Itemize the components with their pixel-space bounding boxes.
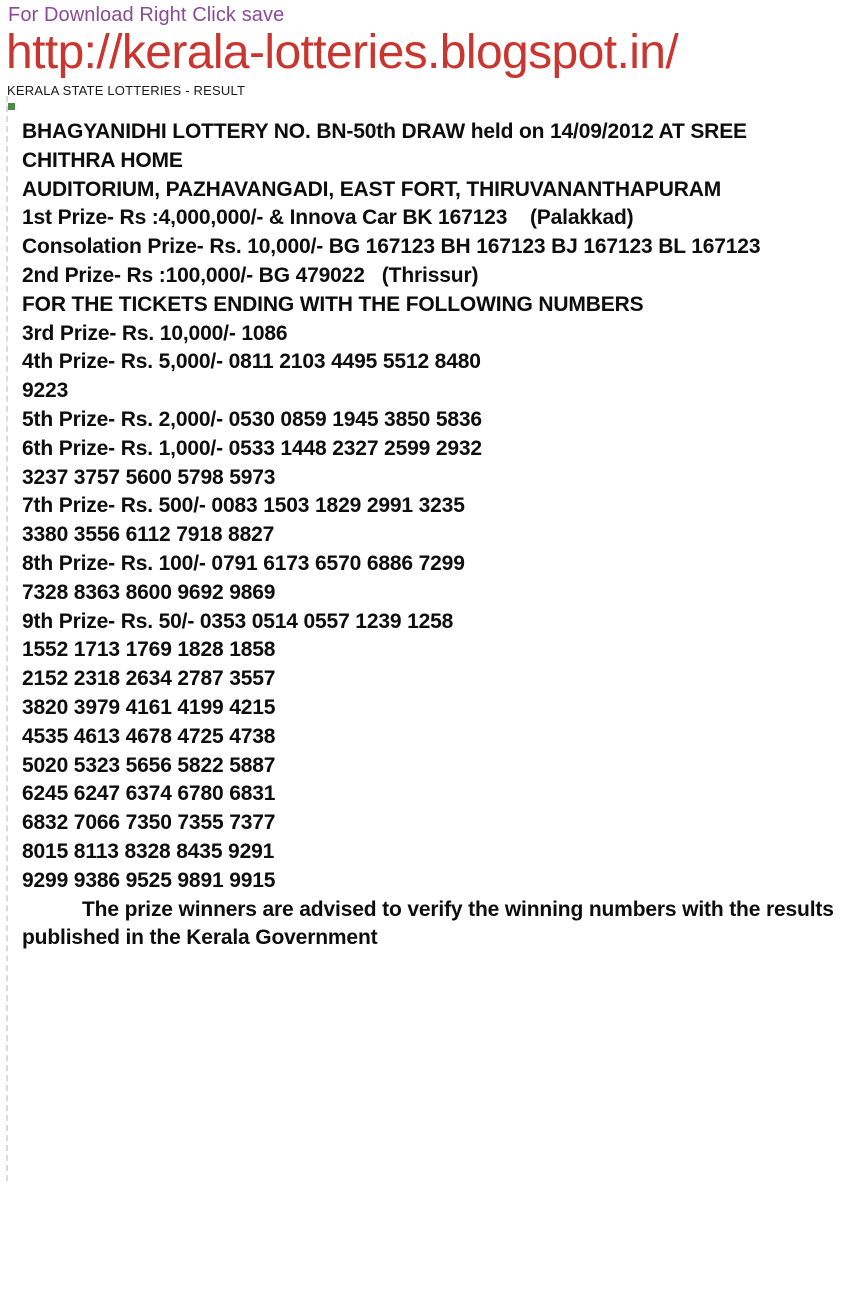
result-line: AUDITORIUM, PAZHAVANGADI, EAST FORT, THIRUVANANTHAPURAM [22,177,722,201]
result-document-body [0,118,851,953]
verification-footnote: The prize winners are advised to verify the winning numbers with the results published in the Kerala Government [22,897,834,950]
result-line: 1552 1713 1769 1828 1858 [22,638,276,662]
result-line: 5020 5323 5656 5822 5887 [22,753,276,777]
result-line: BHAGYANIDHI LOTTERY NO. BN-50th DRAW held on 14/09/2012 AT SREE CHITHRA HOME [22,120,747,172]
result-line: 3820 3979 4161 4199 4215 [22,695,276,719]
result-line: 2nd Prize- Rs :100,000/- BG 479022 (Thrissur) [22,263,479,287]
result-line: 2152 2318 2634 2787 3557 [22,667,276,691]
result-line: 3rd Prize- Rs. 10,000/- 1086 [22,321,288,345]
result-line: 8th Prize- Rs. 100/- 0791 6173 6570 6886 7299 [22,551,465,575]
result-line: 4th Prize- Rs. 5,000/- 0811 2103 4495 5512 8480 [22,350,481,374]
result-line: FOR THE TICKETS ENDING WITH THE FOLLOWING NUMBERS [22,292,644,316]
download-instruction-text: For Download Right Click save [8,4,285,26]
department-heading: KERALA STATE LOTTERIES - RESULT [7,83,246,98]
result-line: 7328 8363 8600 9692 9869 [22,580,276,604]
green-square-marker [8,103,15,110]
result-line: Consolation Prize- Rs. 10,000/- BG 167123 BH 167123 BJ 167123 BL 167123 [22,235,761,259]
result-line: 6th Prize- Rs. 1,000/- 0533 1448 2327 2599 2932 [22,436,482,460]
page-header [0,0,851,99]
result-line: 5th Prize- Rs. 2,000/- 0530 0859 1945 3850 5836 [22,407,482,431]
result-line: 9223 [22,379,69,403]
result-line: 1st Prize- Rs :4,000,000/- & Innova Car BK 167123 (Palakkad) [22,206,634,230]
result-line: 6832 7066 7350 7355 7377 [22,811,276,835]
result-line: 3237 3757 5600 5798 5973 [22,465,276,489]
result-line: 3380 3556 6112 7918 8827 [22,523,275,547]
result-line: 8015 8113 8328 8435 9291 [22,839,275,863]
site-url-link[interactable]: http://kerala-lotteries.blogspot.in/ [6,26,679,79]
result-line: 7th Prize- Rs. 500/- 0083 1503 1829 2991 3235 [22,494,465,518]
result-line: 4535 4613 4678 4725 4738 [22,724,276,748]
result-line: 9299 9386 9525 9891 9915 [22,868,276,892]
result-line: 9th Prize- Rs. 50/- 0353 0514 0557 1239 1258 [22,609,454,633]
result-line: 6245 6247 6374 6780 6831 [22,782,276,806]
